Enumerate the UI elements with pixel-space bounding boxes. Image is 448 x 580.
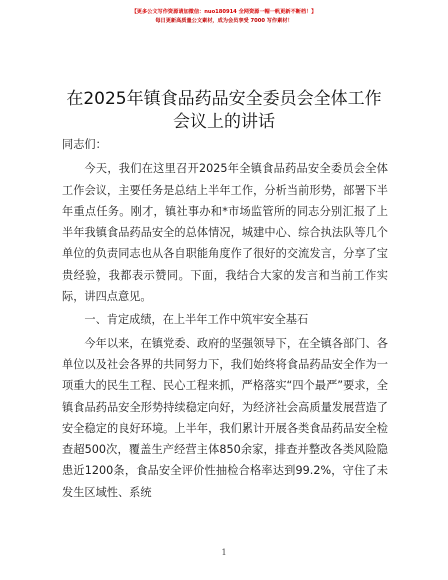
banner-line-1: 【更多公文写作资源请加微信：nuo180914 全网资源一帽一帆更新不断档！】 [131, 9, 317, 15]
header-banner [0, 8, 448, 26]
document-title: 在2025年镇食品药品安全委员会全体工作会议上的讲话 [66, 89, 382, 132]
paragraph-intro: 今天，我们在这里召开2025年全镇食品药品安全委员会全体工作会议，主要任务是总结上半年工作，分析当前形势，部署下半年重点任务。刚才，镇社事办和*市场监管所的同志分别汇报了上半年我镇食品药品安全的总体情况，城建中心、综合执法队等几个单位的负责同志也从各自职能角度作了很好的交流发言，分享了宝贵经验，我都表示赞同。下面，我结合大家的发言和当前工作实际，讲四点意见。 [62, 162, 388, 304]
page-number: 1 [221, 548, 227, 557]
section-heading-1: 一、肯定成绩，在上半年工作中筑牢安全基石 [84, 313, 309, 327]
paragraph-achievements: 今年以来，在镇党委、政府的坚强领导下，在全镇各部门、各单位以及社会各界的共同努力下，我们始终将食品药品安全作为一项重大的民生工程、民心工程来抓，严格落实“四个最严”要求，全镇食品药品安全形势持续稳定向好，为经济社会高质量发展营造了安全稳定的良好环境。上半年，我们累计开展各类食品药品安全检查超500次，覆盖生产经营主体850余家，排查并整改各类风险隐患近1200条，食品安全评价性抽检合格率达到99.2%，守住了未发生区域性、系统 [62, 336, 388, 499]
banner-line-2: 每日更新高质量公文素材，成为会员享受 7000 写作素材！ [155, 18, 293, 24]
greeting: 同志们： [62, 138, 107, 151]
document-body [62, 134, 388, 503]
